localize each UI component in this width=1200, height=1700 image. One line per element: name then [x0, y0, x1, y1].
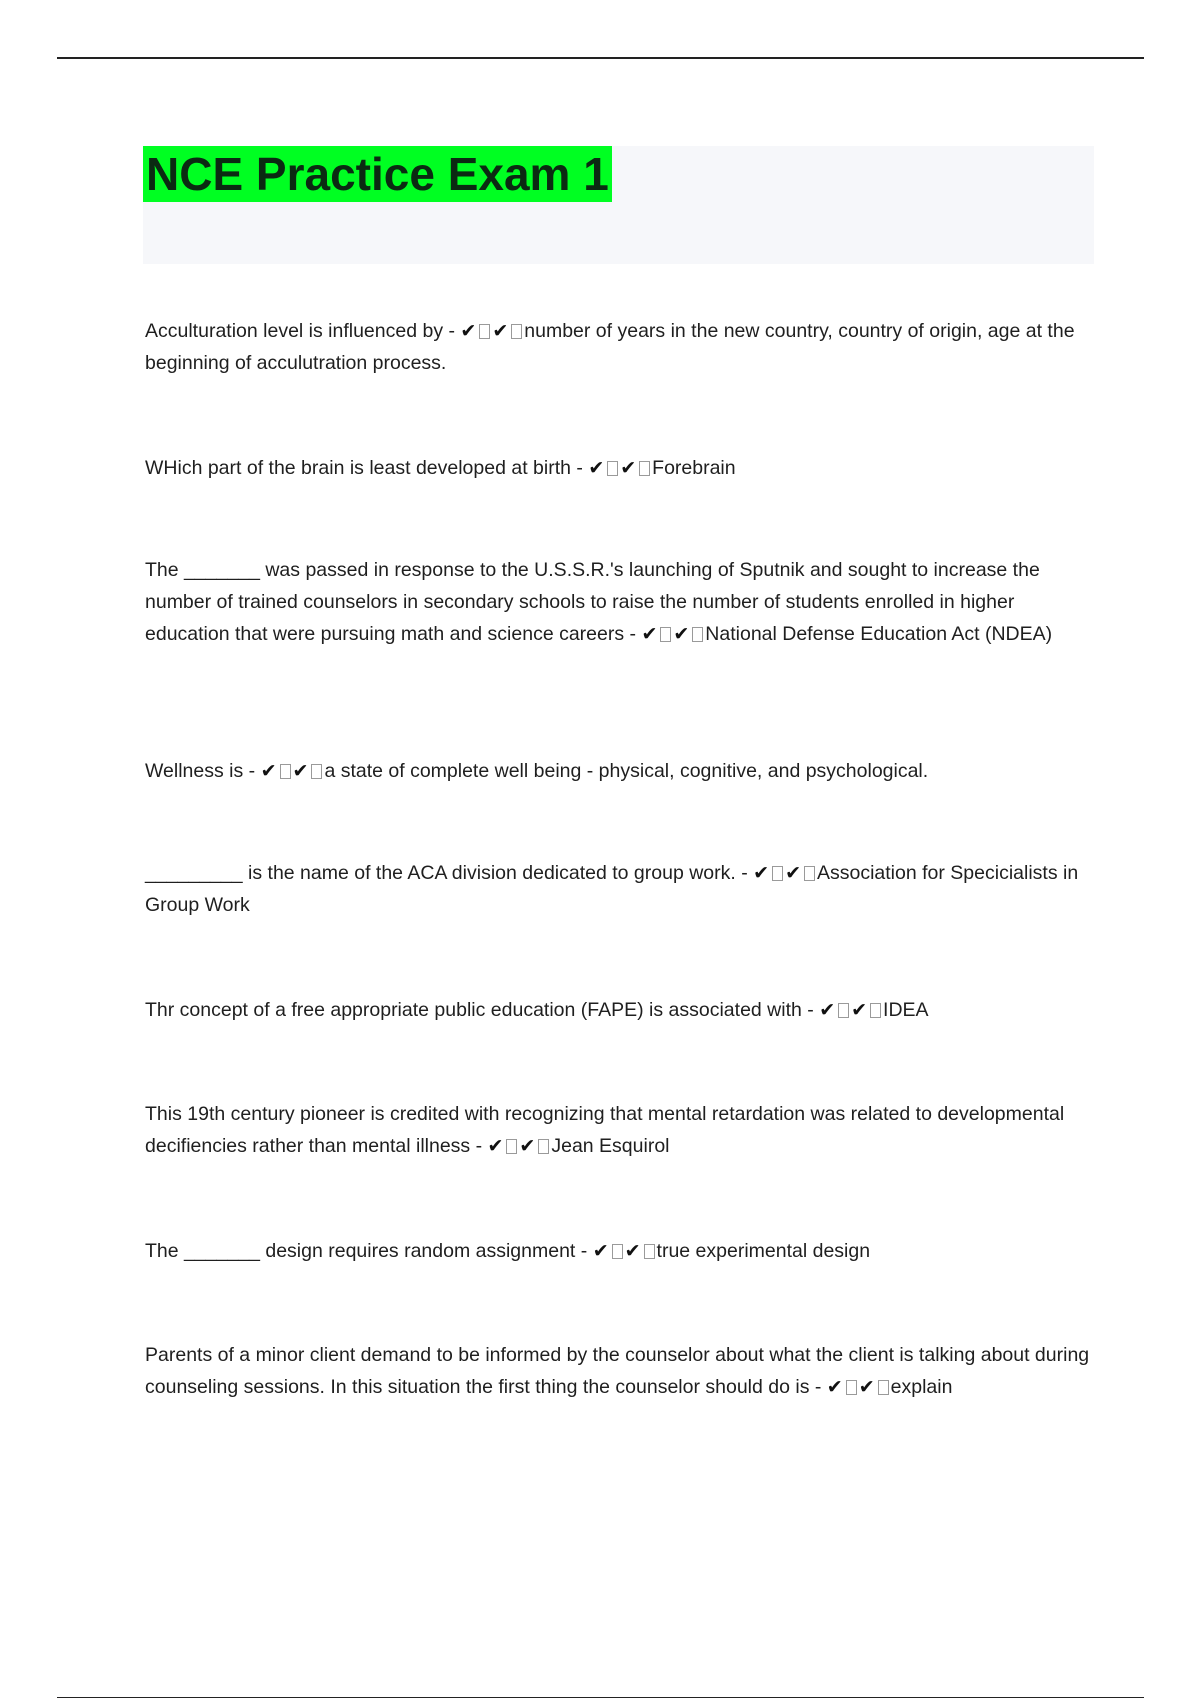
question-text: Thr concept of a free appropriate public education (FAPE) is associated with - [145, 999, 820, 1021]
qa-item [145, 1098, 1090, 1162]
box-icon [838, 1003, 849, 1018]
box-icon [607, 461, 618, 476]
question-text: Parents of a minor client demand to be informed by the counselor about what the client is talking about during counseling sessions. In this situation the first thing the counselor should do is - [145, 1344, 1090, 1398]
check-mark-icon: ✔ [851, 999, 868, 1021]
check-mark-icon: ✔ [519, 1135, 536, 1157]
box-icon [612, 1244, 623, 1259]
box-icon [639, 461, 650, 476]
box-icon [878, 1380, 889, 1395]
answer-text: IDEA [883, 999, 929, 1021]
box-icon [846, 1380, 857, 1395]
check-mark-icon: ✔ [460, 320, 477, 342]
answer-text: a state of complete well being - physical, cognitive, and psychological. [324, 760, 929, 782]
answer-text: true experimental design [656, 1240, 871, 1262]
check-mark-icon: ✔ [260, 760, 277, 782]
check-mark-icon: ✔ [588, 457, 605, 479]
qa-item [145, 755, 1090, 787]
check-mark-icon: ✔ [592, 1240, 609, 1262]
box-icon [511, 324, 522, 339]
answer-text: Jean Esquirol [551, 1135, 670, 1157]
box-icon [870, 1003, 881, 1018]
question-text: WHich part of the brain is least developed at birth - [145, 457, 589, 479]
box-icon [311, 764, 322, 779]
qa-item [145, 1235, 1090, 1267]
answer-text: explain [890, 1376, 953, 1398]
box-icon [506, 1139, 517, 1154]
answer-text: number of years in the new country, country of origin, age at the beginning of acculutration process. [145, 320, 1075, 374]
question-text: The _______ was passed in response to the U.S.S.R.'s launching of Sputnik and sought to increase the number of trained counselors in secondary schools to raise the number of students enrolled in higher education that were pursuing math and science careers - [145, 559, 1040, 645]
check-mark-icon: ✔ [826, 1376, 843, 1398]
question-text: Wellness is - [145, 760, 261, 782]
qa-item [145, 994, 1090, 1026]
box-icon [280, 764, 291, 779]
qa-item [145, 452, 1090, 484]
question-text: The _______ design requires random assignment - [145, 1240, 593, 1262]
answer-text: National Defense Education Act (NDEA) [705, 623, 1053, 645]
check-mark-icon: ✔ [673, 623, 690, 645]
check-mark-icon: ✔ [487, 1135, 504, 1157]
box-icon [692, 627, 703, 642]
box-icon [804, 866, 815, 881]
box-icon [660, 627, 671, 642]
qa-item [145, 857, 1090, 921]
check-mark-icon: ✔ [858, 1376, 875, 1398]
qa-item [145, 315, 1090, 379]
question-text: This 19th century pioneer is credited with recognizing that mental retardation was related to developmental decifiencies rather than mental illness - [145, 1103, 1065, 1157]
qa-item [145, 554, 1090, 650]
check-mark-icon: ✔ [819, 999, 836, 1021]
qa-item [145, 1339, 1090, 1403]
box-icon [479, 324, 490, 339]
check-mark-icon: ✔ [620, 457, 637, 479]
answer-text: Association for Specicialists in Group Work [145, 862, 1079, 916]
check-mark-icon: ✔ [785, 862, 801, 884]
check-mark-icon: ✔ [492, 320, 509, 342]
box-icon [538, 1139, 549, 1154]
box-icon [644, 1244, 655, 1259]
title-block [143, 146, 1094, 264]
answer-text: Forebrain [652, 457, 736, 479]
top-rule [57, 57, 1144, 59]
check-mark-icon: ✔ [624, 1240, 641, 1262]
page-title: NCE Practice Exam 1 [143, 146, 612, 202]
check-mark-icon: ✔ [292, 760, 309, 782]
question-text: _________ is the name of the ACA division dedicated to group work. - [145, 862, 754, 884]
question-text: Acculturation level is influenced by - [145, 320, 461, 342]
box-icon [772, 866, 783, 881]
check-mark-icon: ✔ [641, 623, 658, 645]
bottom-rule [57, 1697, 1144, 1698]
check-mark-icon: ✔ [753, 862, 770, 884]
